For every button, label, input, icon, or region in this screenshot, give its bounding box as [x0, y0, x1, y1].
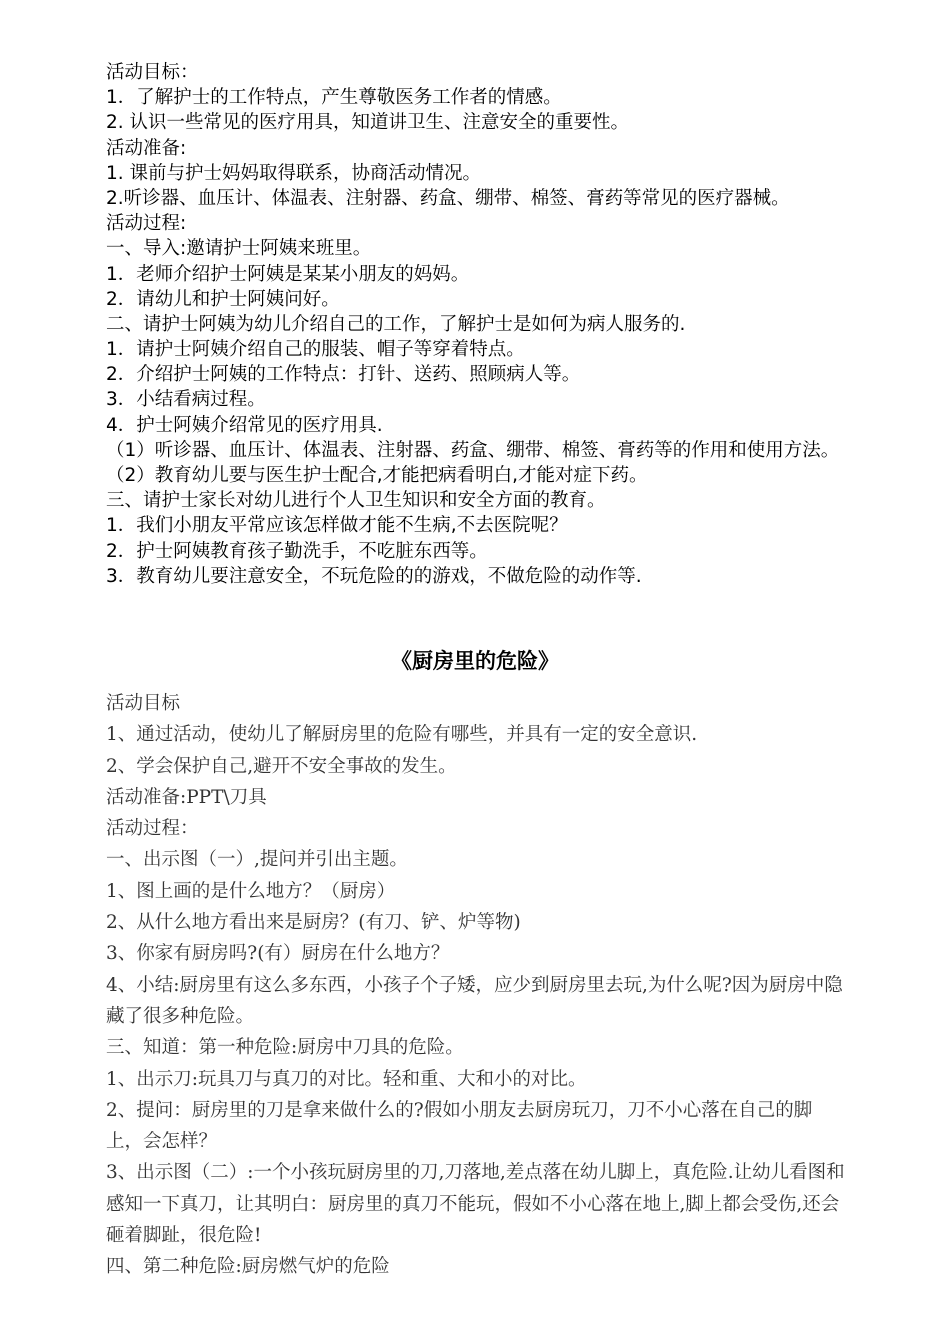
- section-heading-goals: 活动目标：: [106, 62, 199, 83]
- text-line: 三、知道：第一种危险:厨房中刀具的危险。: [106, 1037, 464, 1059]
- text-line: 1．请护士阿姨介绍自己的服装、帽子等穿着特点。: [106, 339, 525, 361]
- text-line: 一、导入:邀请护士阿姨来班里。: [106, 238, 372, 260]
- text-line: 三、请护士家长对幼儿进行个人卫生知识和安全方面的教育。: [106, 490, 606, 512]
- text-paragraph: （1）听诊器、血压计、体温表、注射器、药盒、绷带、棉签、膏药等的作用和使用方法。: [106, 439, 840, 461]
- text-line: 2．介绍护士阿姨的工作特点：打针、送药、照顾病人等。: [106, 364, 581, 386]
- text-paragraph: 4、小结:厨房里有这么多东西，小孩子个子矮，应少到厨房里去玩,为什么呢?因为厨房中隐藏了很多种危险。: [106, 974, 843, 1027]
- text-line: 1、通过活动，使幼儿了解厨房里的危险有哪些，并具有一定的安全意识.: [106, 724, 698, 746]
- text-paragraph: 3、出示图（二）:一个小孩玩厨房里的刀,刀落地,差点落在幼儿脚上，真危险.让幼儿看图和感知一下真刀，让其明白：厨房里的真刀不能玩，假如不小心落在地上,脚上都会受伤,还会砸着脚趾，很危险!: [106, 1162, 845, 1247]
- text-line: 2. 认识一些常见的医疗用具，知道讲卫生、注意安全的重要性。: [106, 112, 630, 134]
- nurse-activity-section: [106, 60, 850, 589]
- text-line: 1. 课前与护士妈妈取得联系，协商活动情况。: [106, 162, 482, 184]
- section-heading-preparation: 活动准备:PPT\刀具: [106, 786, 267, 808]
- text-line: 四、第二种危险:厨房燃气炉的危险: [106, 1256, 390, 1278]
- text-line: 3．小结看病过程。: [106, 389, 266, 411]
- text-line: 一、出示图（一）,提问并引出主题。: [106, 849, 408, 871]
- text-line: 2、学会保护自己,避开不安全事故的发生。: [106, 755, 457, 777]
- text-line: 1．老师介绍护士阿姨是某某小朋友的妈妈。: [106, 263, 470, 285]
- text-line: 2．请幼儿和护士阿姨问好。: [106, 288, 340, 310]
- section-heading-preparation: 活动准备:: [106, 137, 187, 159]
- text-line: 2．护士阿姨教育孩子勤洗手，不吃脏东西等。: [106, 540, 488, 562]
- text-line: 2、从什么地方看出来是厨房？(有刀、铲、炉等物): [106, 912, 521, 934]
- text-line: （2）教育幼儿要与医生护士配合,才能把病看明白,才能对症下药。: [106, 465, 648, 487]
- text-line: 1、出示刀:玩具刀与真刀的对比。轻和重、大和小的对比。: [106, 1068, 587, 1090]
- kitchen-activity-section: [106, 688, 846, 1283]
- section-heading-process: 活动过程：: [106, 818, 199, 840]
- text-line: 1．我们小朋友平常应该怎样做才能不生病,不去医院呢？: [106, 515, 568, 537]
- text-line: 3、你家有厨房吗?(有）厨房在什么地方？: [106, 943, 450, 965]
- text-line: 二、请护士阿姨为幼儿介绍自己的工作，了解护士是如何为病人服务的.: [106, 313, 686, 335]
- text-line: 3．教育幼儿要注意安全，不玩危险的的游戏，不做危险的动作等.: [106, 565, 642, 587]
- kitchen-danger-title: 《厨房里的危险》: [391, 649, 559, 673]
- section-heading-process: 活动过程:: [106, 213, 187, 235]
- text-paragraph: 2.听诊器、血压计、体温表、注射器、药盒、绷带、棉签、膏药等常见的医疗器械。: [106, 187, 790, 209]
- text-paragraph: 2、提问：厨房里的刀是拿来做什么的?假如小朋友去厨房玩刀，刀不小心落在自己的脚上，会怎样？: [106, 1099, 813, 1153]
- section-heading-goals: 活动目标: [106, 693, 181, 714]
- text-line: 4．护士阿姨介绍常见的医疗用具.: [106, 414, 383, 436]
- text-line: 1、图上画的是什么地方？（厨房）: [106, 880, 396, 902]
- text-line: 1．了解护士的工作特点，产生尊敬医务工作者的情感。: [106, 87, 562, 109]
